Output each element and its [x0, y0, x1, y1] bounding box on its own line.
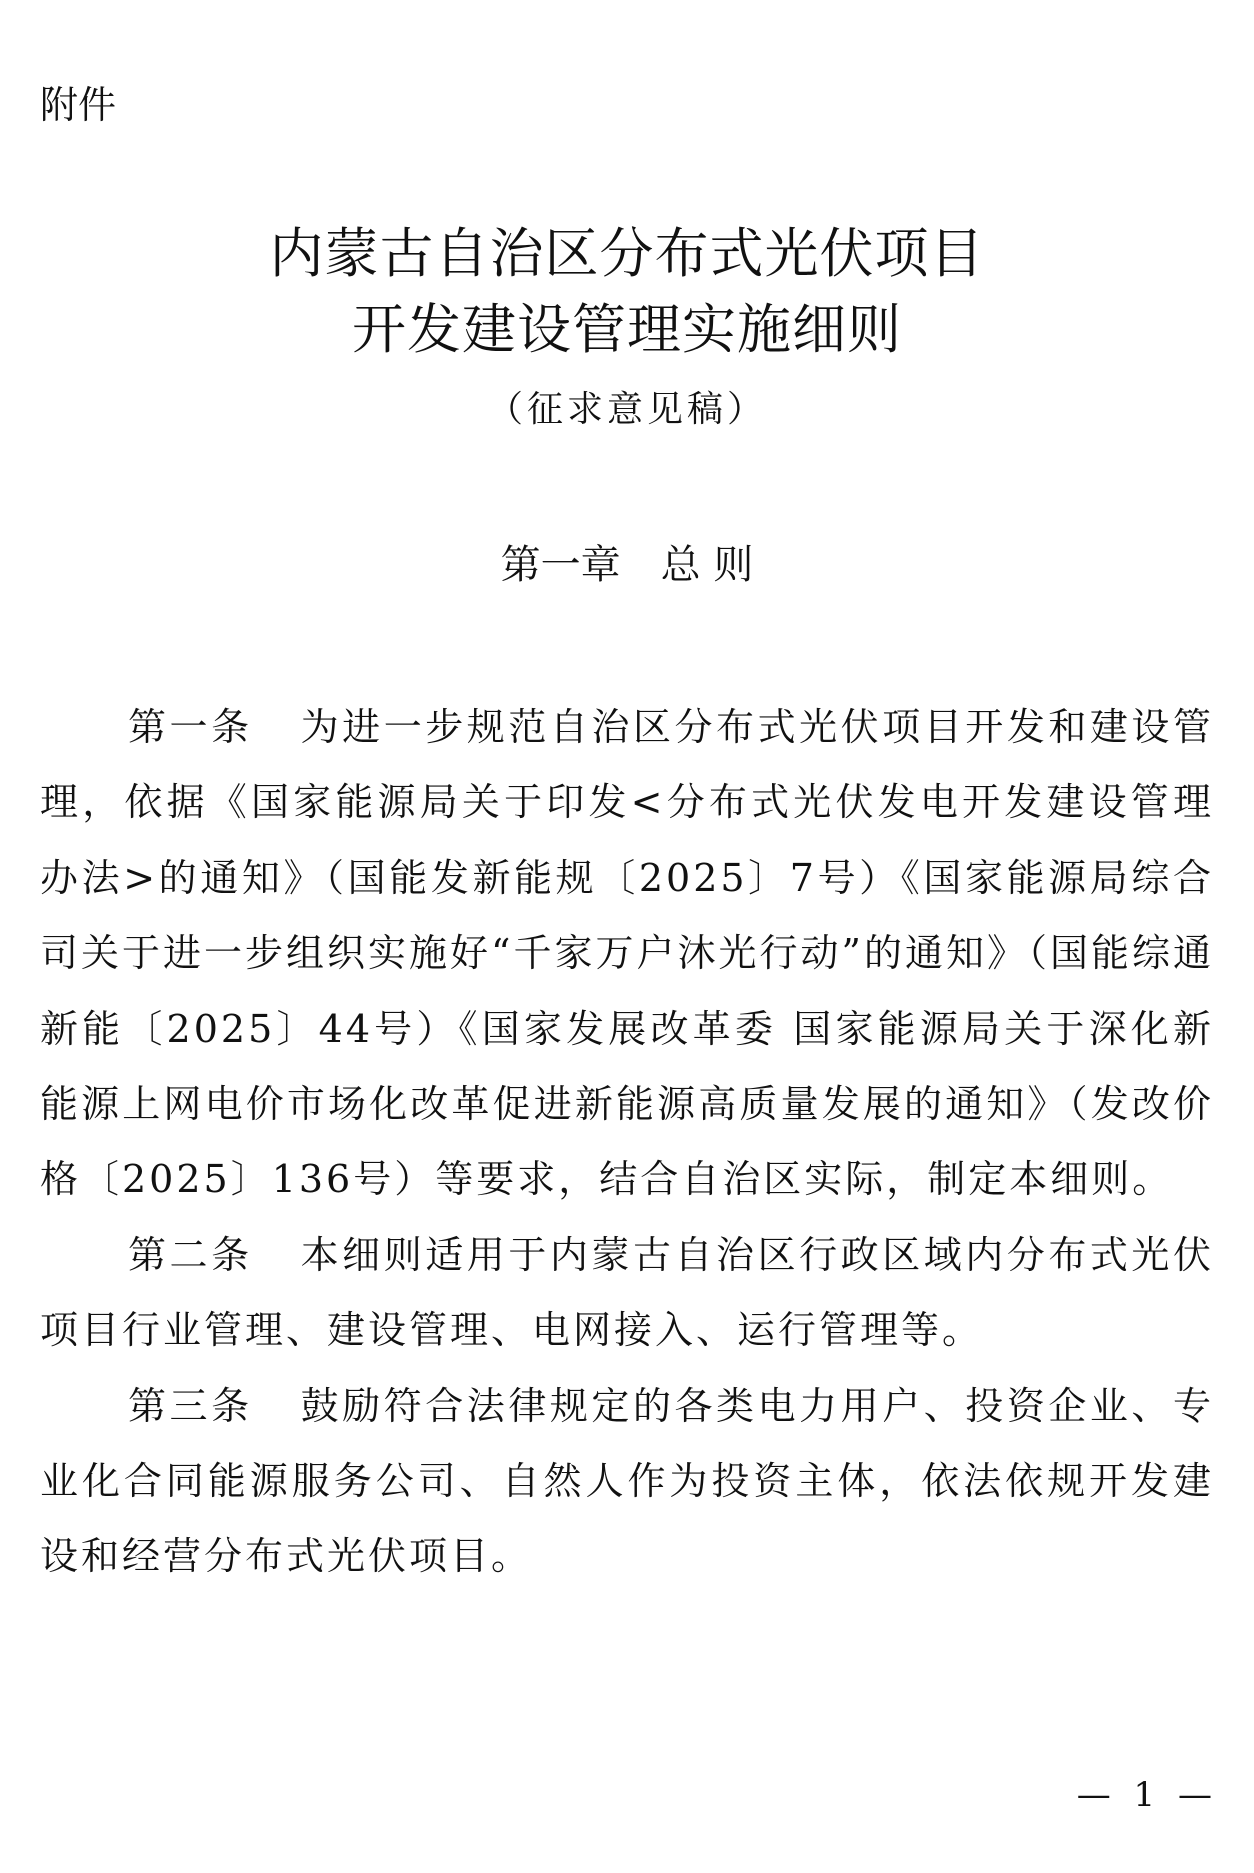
article-2	[40, 1218, 1214, 1369]
document-subtitle: （征求意见稿）	[486, 389, 767, 430]
article-2-number: 第二条	[128, 1232, 253, 1277]
document-title-line-2: 开发建设管理实施细则	[352, 298, 902, 361]
article-1-number: 第一条	[128, 705, 253, 749]
article-3-number: 第三条	[128, 1383, 253, 1428]
article-1-text: 为进一步规范自治区分布式光伏项目开发和建设管理，依据《国家能源局关于印发<分布式光伏发电开发建设管理办法>的通知》（国能发新能规〔2025〕7号）《国家能源局综合司关于进一步组织实施好“千家万户沐光行动”的通知》（国能综通新能〔2025〕44号）《国家发展改革委 国家能源局关于深化新能源上网电价市场化改革促进新能源高质量发展的通知》（发改价格〔2025〕136号）等要求，结合自治区实际，制定本细则。	[40, 705, 1214, 1202]
attachment-label: 附件	[40, 83, 117, 127]
document-title-line-1: 内蒙古自治区分布式光伏项目	[269, 222, 985, 285]
article-2-text: 本细则适用于内蒙古自治区行政区域内分布式光伏项目行业管理、建设管理、电网接入、运行管理等。	[40, 1232, 1214, 1353]
article-1	[40, 690, 1214, 1218]
chapter-heading	[0, 540, 1254, 590]
chapter-number: 第一章	[500, 542, 621, 588]
article-3-text: 鼓励符合法律规定的各类电力用户、投资企业、专业化合同能源服务公司、自然人作为投资主体，依法依规开发建设和经营分布式光伏项目。	[40, 1383, 1214, 1579]
article-3	[40, 1369, 1214, 1595]
page-number: — 1 —	[1076, 1775, 1218, 1815]
chapter-title: 总 则	[660, 542, 754, 588]
document-body	[40, 690, 1214, 1595]
